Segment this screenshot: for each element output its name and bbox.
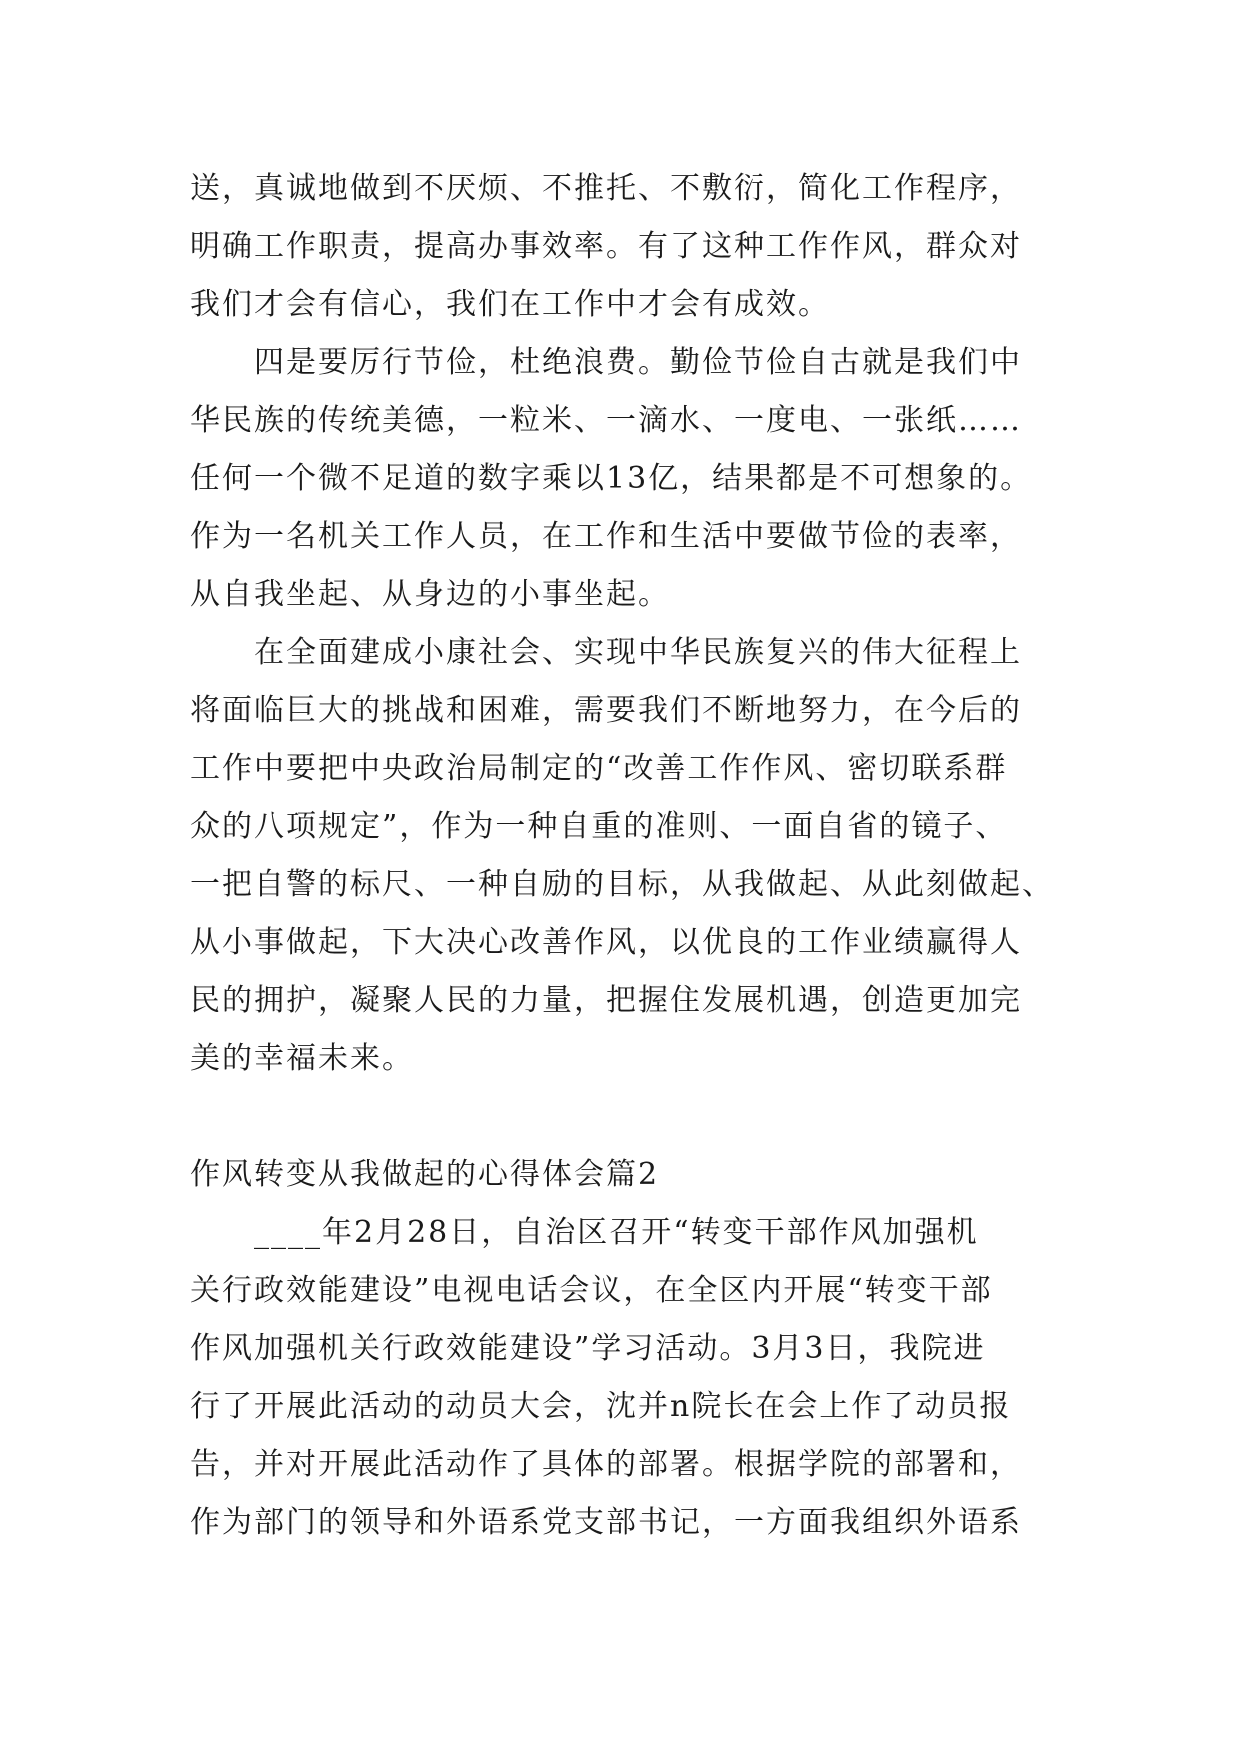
paragraph-line: 作为部门的领导和外语系党支部书记，一方面我组织外语系 bbox=[190, 1505, 1022, 1540]
paragraph-line: 众的八项规定”，作为一种自重的准则、一面自省的镜子、 bbox=[190, 809, 1008, 844]
section-heading: 作风转变从我做起的心得体会篇2 bbox=[190, 1157, 660, 1192]
paragraph-line: 我们才会有信心，我们在工作中才会有成效。 bbox=[190, 287, 830, 322]
paragraph-line: 从小事做起，下大决心改善作风，以优良的工作业绩赢得人 bbox=[190, 925, 1022, 960]
paragraph-line: 四是要厉行节俭，杜绝浪费。勤俭节俭自古就是我们中 bbox=[254, 345, 1022, 380]
paragraph-line: 任何一个微不足道的数字乘以13亿，结果都是不可想象的。 bbox=[190, 461, 1033, 496]
paragraph-line: 从自我坐起、从身边的小事坐起。 bbox=[190, 577, 670, 612]
paragraph-line: 工作中要把中央政治局制定的“改善工作作风、密切联系群 bbox=[190, 751, 1008, 786]
section-gap bbox=[190, 1088, 1060, 1146]
paragraph-line: 送，真诚地做到不厌烦、不推托、不敷衍，简化工作程序， bbox=[190, 171, 1022, 206]
paragraph-line: 将面临巨大的挑战和困难，需要我们不断地努力，在今后的 bbox=[190, 693, 1022, 728]
paragraph-line: 美的幸福未来。 bbox=[190, 1041, 414, 1076]
paragraph-line: 告，并对开展此活动作了具体的部署。根据学院的部署和， bbox=[190, 1447, 1022, 1482]
paragraph-line: 华民族的传统美德，一粒米、一滴水、一度电、一张纸…… bbox=[190, 403, 1022, 438]
paragraph-line: 关行政效能建设”电视电话会议，在全区内开展“转变干部 bbox=[190, 1273, 993, 1308]
document-body bbox=[190, 160, 1060, 1552]
paragraph-line: 明确工作职责，提高办事效率。有了这种工作作风，群众对 bbox=[190, 229, 1022, 264]
paragraph-line: 行了开展此活动的动员大会，沈并n院长在会上作了动员报 bbox=[190, 1389, 1012, 1424]
paragraph-line: 作为一名机关工作人员，在工作和生活中要做节俭的表率， bbox=[190, 519, 1022, 554]
paragraph-line: 作风加强机关行政效能建设”学习活动。3月3日，我院进 bbox=[190, 1331, 986, 1366]
paragraph-line: ____年2月28日，自治区召开“转变干部作风加强机 bbox=[254, 1215, 979, 1250]
paragraph-line: 在全面建成小康社会、实现中华民族复兴的伟大征程上 bbox=[254, 635, 1022, 670]
paragraph-line: 一把自警的标尺、一种自励的目标，从我做起、从此刻做起、 bbox=[190, 867, 1054, 902]
paragraph-line: 民的拥护，凝聚人民的力量，把握住发展机遇，创造更加完 bbox=[190, 983, 1022, 1018]
